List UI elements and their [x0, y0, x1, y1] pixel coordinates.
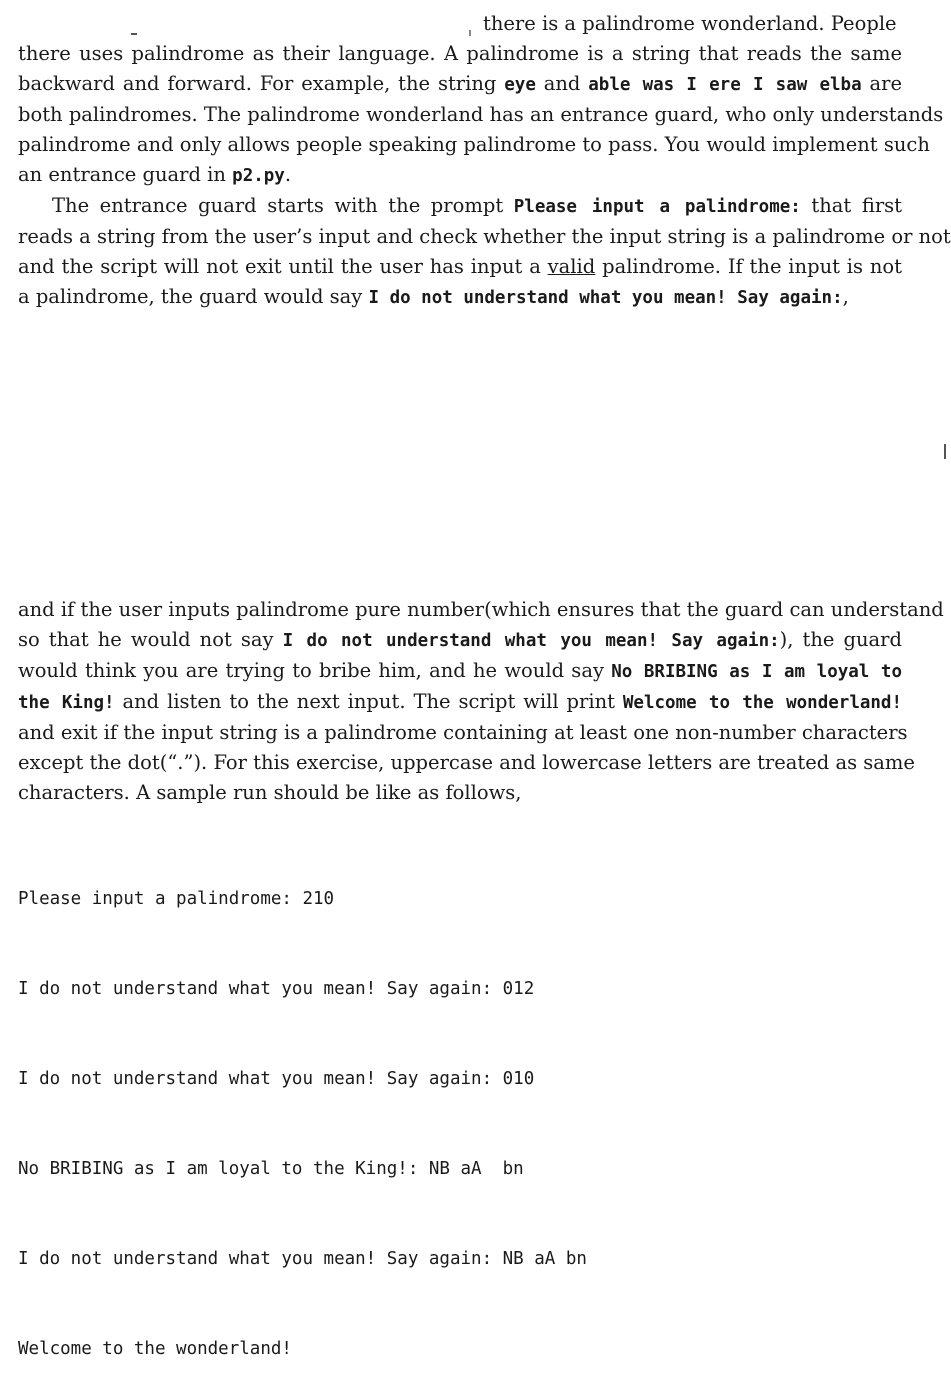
- text: palindrome and only allows people speaking palindrome to pass. You would implement such: [18, 133, 930, 156]
- sample-line: Please input a palindrome: 210: [18, 889, 335, 909]
- text: that first: [800, 194, 902, 217]
- text-line: [18, 130, 930, 160]
- text: an entrance guard in: [18, 163, 233, 186]
- text-line: [18, 191, 902, 222]
- code-term: able was I ere I saw elba: [588, 75, 862, 95]
- code-term: Please input a palindrome:: [513, 197, 801, 217]
- cursor-mark: [944, 444, 946, 459]
- text: so that he would not say: [18, 628, 283, 651]
- text-line: [18, 160, 902, 191]
- text: ,: [842, 285, 849, 308]
- text: would think you are trying to bribe him, and he would say: [18, 659, 612, 682]
- text-line: [18, 252, 902, 282]
- text: and if the user inputs palindrome pure number(which ensures that the guard can understand: [18, 598, 944, 621]
- text-line: [18, 718, 908, 748]
- text-line: [18, 656, 902, 687]
- sample-line: I do not understand what you mean! Say again: 012: [18, 979, 535, 999]
- sample-line: No BRIBING as I am loyal to the King!: NB aA bn: [18, 1159, 524, 1179]
- text: a palindrome, the guard would say: [18, 285, 369, 308]
- intro-paragraph: [18, 9, 951, 313]
- text-line: [18, 222, 951, 252]
- text: except the dot(“.”). For this exercise, uppercase and lowercase letters are treated as same: [18, 751, 915, 774]
- code-term: the King!: [18, 693, 115, 713]
- text: palindrome. If the input is not: [595, 255, 902, 278]
- code-term: eye: [504, 75, 536, 95]
- text: .: [284, 163, 292, 186]
- code-term: Welcome to the wonderland!: [622, 693, 903, 713]
- text: The entrance guard starts with the prompt: [52, 194, 514, 217]
- text-line: [18, 69, 902, 100]
- code-term: I do not understand what you mean! Say again:: [368, 288, 843, 308]
- code-term: No BRIBING as I am loyal to: [611, 662, 902, 682]
- text: and: [535, 72, 589, 95]
- text-line: [18, 100, 944, 130]
- text-line: [18, 39, 902, 69]
- text-line: [18, 748, 915, 778]
- text: there is a palindrome wonderland. People: [483, 12, 897, 35]
- sample-line: I do not understand what you mean! Say again: 010: [18, 1069, 535, 1089]
- text: there uses palindrome as their language. A palindrome is a string that reads the same: [18, 42, 902, 65]
- text-line: [18, 625, 902, 656]
- text: ), the guard: [779, 628, 902, 651]
- text-line: [18, 687, 902, 718]
- underlined-word: valid: [547, 255, 596, 278]
- sample-line: Welcome to the wonderland!: [18, 1339, 292, 1359]
- text: backward and forward. For example, the string: [18, 72, 505, 95]
- text: and the script will not exit until the user has input a: [18, 255, 548, 278]
- sample-run-output: [18, 824, 587, 1394]
- text-line: [18, 595, 944, 625]
- text: and exit if the input string is a palindrome containing at least one non-number characters: [18, 721, 908, 744]
- code-term: I do not understand what you mean! Say again:: [282, 631, 780, 651]
- text-line: [18, 282, 902, 313]
- text: characters. A sample run should be like as follows,: [18, 781, 522, 804]
- continuation-paragraph: [18, 595, 944, 808]
- text-line: [18, 9, 902, 39]
- text-line: [18, 778, 902, 808]
- text: are: [861, 72, 902, 95]
- sample-line: I do not understand what you mean! Say again: NB aA bn: [18, 1249, 587, 1269]
- text: and listen to the next input. The script will print: [114, 690, 623, 713]
- text: reads a string from the user’s input and check whether the input string is a palindrome or not: [18, 225, 951, 248]
- code-term: p2.py: [232, 166, 285, 186]
- text: both palindromes. The palindrome wonderland has an entrance guard, who only understands: [18, 103, 944, 126]
